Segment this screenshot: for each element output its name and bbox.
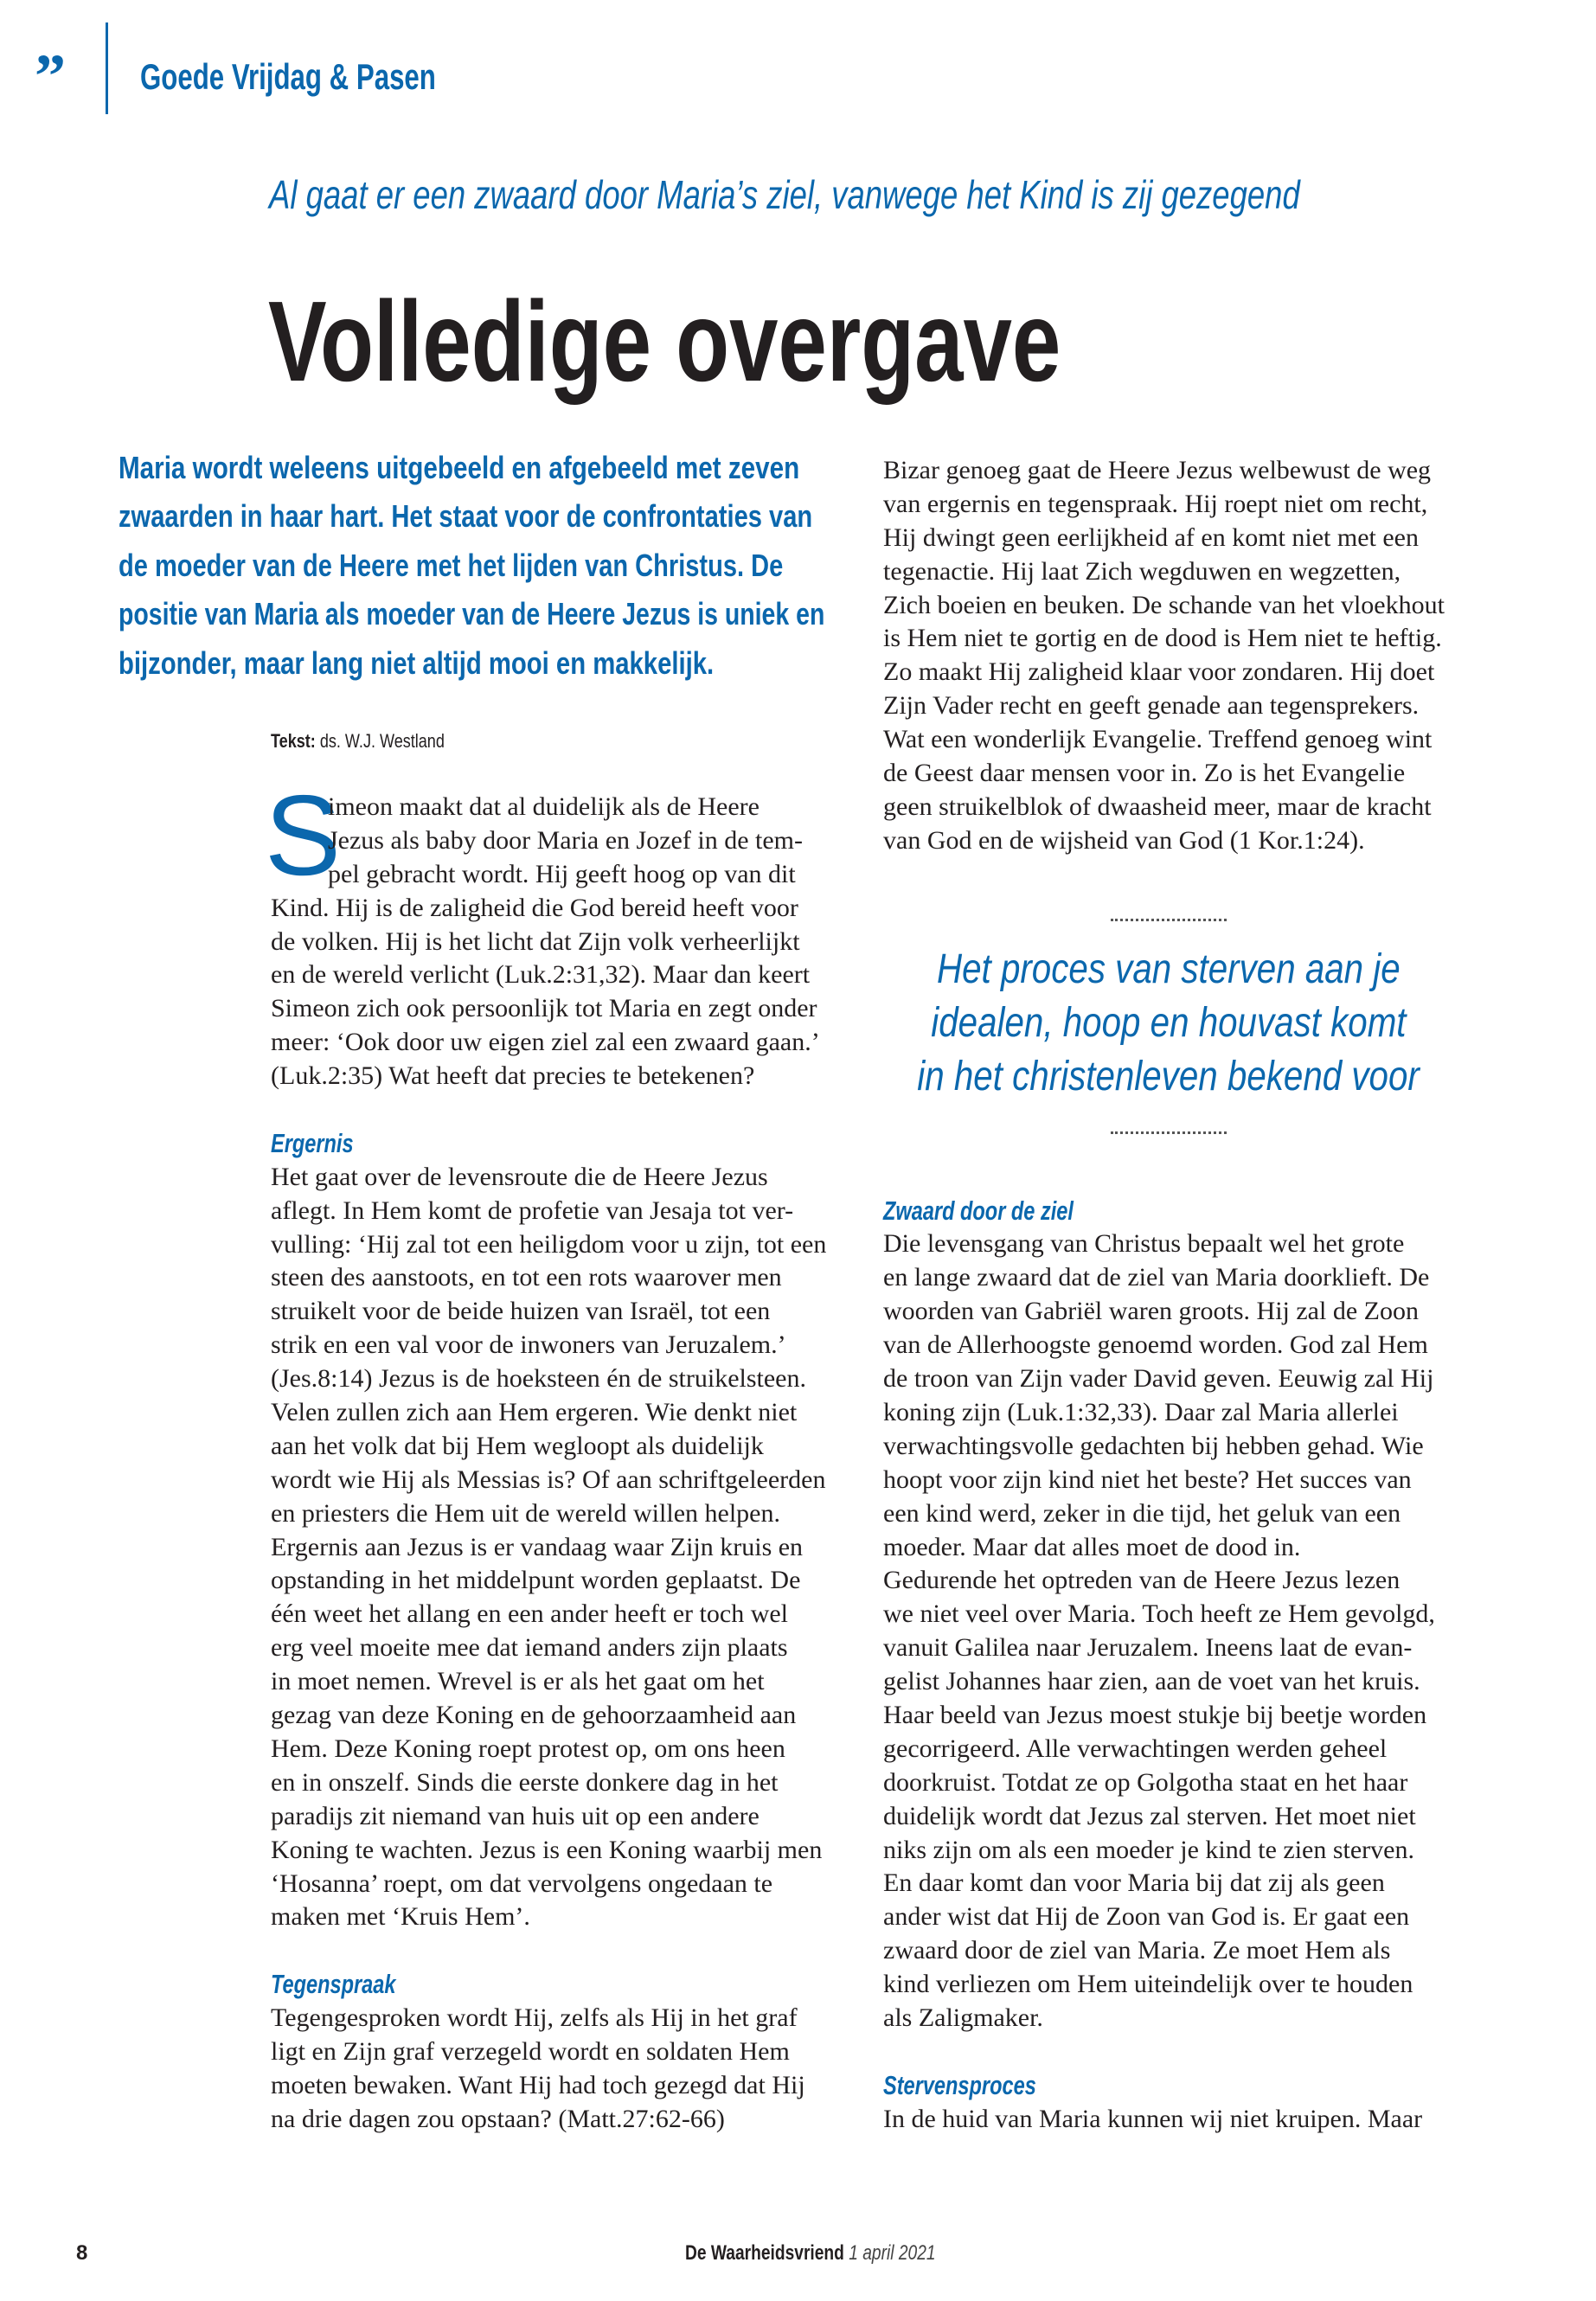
body-text-line: gezag van deze Koning en de gehoorzaamheid aan — [271, 1701, 797, 1730]
section-heading-text: Stervensproces — [883, 2069, 1036, 2100]
body-text-line: Hem. Deze Koning roept protest op, om ons heen — [271, 1734, 785, 1763]
spacer — [883, 1161, 1463, 1195]
section-title-text: Goede Vrijdag & Pasen — [140, 56, 436, 97]
pull-quote-line: idealen, hoop en houvast komt — [931, 1000, 1407, 1046]
body-text-line: Zich boeien en beuken. De schande van het vloekhout — [883, 590, 1445, 619]
body-text-line: zwaard door de ziel van Maria. Ze moet Hem als — [883, 1936, 1391, 1965]
intro-line — [119, 644, 714, 683]
body-text-line: aan het volk dat bij Hem wegloopt als duidelijk — [271, 1431, 764, 1460]
byline-author: ds. W.J. Westland — [319, 730, 445, 752]
body-text-line: doorkruist. Totdat ze op Golgotha staat en het haar — [883, 1767, 1408, 1797]
publication-date: 1 april 2021 — [849, 2241, 936, 2265]
body-text-line: Koning te wachten. Jezus is een Koning waarbij men — [271, 1835, 823, 1864]
body-text-line: een kind werd, zeker in die tijd, het geluk van een — [883, 1498, 1401, 1528]
body-text-line: de troon van Zijn vader David geven. Eeuwig zal Hij — [883, 1364, 1434, 1394]
spacer — [883, 858, 1463, 892]
body-text-line: Simeon zich ook persoonlijk tot Maria en zegt onder — [271, 994, 817, 1023]
body-text-line: Zijn Vader recht en geeft genade aan tegensprekers. — [883, 691, 1420, 721]
body-text-line: wordt wie Hij als Messias is? Of aan schriftgeleerden — [271, 1465, 826, 1494]
body-text-line: en de wereld verlicht (Luk.2:31,32). Maar dan keert — [271, 960, 811, 990]
intro-line — [119, 449, 799, 487]
pull-quote-line: Het proces van sterven aan je — [937, 946, 1401, 992]
byline — [271, 729, 483, 753]
intro-line — [119, 595, 824, 633]
footer-publication — [685, 2240, 998, 2266]
body-text-line: na drie dagen zou opstaan? (Matt.27:62-66) — [271, 2104, 725, 2133]
body-text-line: verwachtingsvolle gedachten bij hebben gehad. Wie — [883, 1431, 1424, 1460]
body-text-line: koning zijn (Luk.1:32,33). Daar zal Maria allerlei — [883, 1397, 1399, 1426]
publication-name: De Waarheidsvriend — [685, 2241, 844, 2265]
intro-line-text: zwaarden in haar hart. Het staat voor de confrontaties van — [119, 498, 813, 534]
body-text-line: gelist Johannes haar zien, aan de voet van het kruis. — [883, 1667, 1420, 1696]
body-text-line: (Luk.2:35) Wat heeft dat precies te betekenen? — [271, 1061, 755, 1091]
pull-quote-top-divider — [1111, 919, 1227, 921]
pull-quote-bottom-divider — [1111, 1131, 1227, 1134]
intro-line — [119, 547, 783, 585]
body-text-line: Het gaat over de levensroute die de Heere Jezus — [271, 1162, 768, 1191]
body-text-line: aflegt. In Hem komt de profetie van Jesaja tot ver- — [271, 1195, 794, 1225]
body-text-line: paradijs zit niemand van huis uit op een andere — [271, 1801, 760, 1830]
intro-line-text: Maria wordt weleens uitgebeeld en afgebeeld met zeven — [119, 450, 800, 485]
body-text-line: Ergernis aan Jezus is er vandaag waar Zijn kruis en — [271, 1532, 804, 1561]
body-text-line: en lange zwaard dat de ziel van Maria doorklieft. De — [883, 1263, 1430, 1292]
pull-quote-line: in het christenleven bekend voor — [917, 1054, 1420, 1099]
closing-quote-icon: ” — [35, 42, 66, 111]
body-text-line: En daar komt dan voor Maria bij dat zij als geen — [883, 1868, 1385, 1898]
intro-line-text: positie van Maria als moeder van de Heere Jezus is uniek en — [119, 596, 825, 631]
section-heading-text: Zwaard door de ziel — [883, 1195, 1074, 1226]
body-text-line: Gedurende het optreden van de Heere Jezus lezen — [883, 1566, 1401, 1595]
body-text-line: duidelijk wordt dat Jezus zal sterven. Het moet niet — [883, 1801, 1416, 1830]
body-text-line: steen des aanstoots, en tot een rots waarover men — [271, 1263, 782, 1292]
body-text-line: de Geest daar mensen voor in. Zo is het Evangelie — [883, 759, 1406, 788]
body-text-line: ligt en Zijn graf verzegeld wordt en soldaten Hem — [271, 2036, 790, 2066]
section-heading-text: Tegenspraak — [271, 1969, 396, 2000]
body-text-line: één weet het allang en een ander heeft er toch wel — [271, 1599, 789, 1629]
body-text-line: In de huid van Maria kunnen wij niet kruipen. Maar — [883, 2104, 1423, 2133]
body-text-line: opstanding in het middelpunt worden geplaatst. De — [271, 1566, 801, 1595]
article-title — [268, 277, 1061, 407]
body-text-line: niks zijn om als een moeder je kind te zien sterven. — [883, 1835, 1414, 1864]
body-text-line: woorden van Gabriël waren groots. Hij zal de Zoon — [883, 1297, 1419, 1326]
intro-line-text: de moeder van de Heere met het lijden van Christus. De — [119, 548, 784, 583]
body-text-line: strik en een val voor de inwoners van Jeruzalem.’ — [271, 1330, 786, 1360]
body-text-line: is Hem niet te gortig en de dood is Hem niet te heftig. — [883, 624, 1442, 653]
body-text-line: tegenactie. Hij laat Zich wegduwen en wegzetten, — [883, 556, 1401, 586]
intro-line — [119, 497, 812, 535]
body-text-line: vulling: ‘Hij zal tot een heiligdom voor u zijn, tot een — [271, 1229, 827, 1259]
body-text-line: we niet veel over Maria. Toch heeft ze Hem gevolgd, — [883, 1599, 1435, 1629]
body-text-line: de volken. Hij is het licht dat Zijn volk verheerlijkt — [271, 926, 800, 956]
body-text-line: (Jes.8:14) Jezus is de hoeksteen én de struikelsteen. — [271, 1364, 806, 1394]
byline-label: Tekst: — [271, 730, 316, 752]
section-heading — [271, 1127, 850, 1161]
body-text-line: van de Allerhoogste genoemd worden. God zal Hem — [883, 1330, 1428, 1360]
article-subtitle-text: Al gaat er een zwaard door Maria’s ziel, vanwege het Kind is zij gezegend — [269, 172, 1300, 217]
body-text-line: ‘Hosanna’ roept, om dat vervolgens ongedaan te — [271, 1868, 773, 1898]
section-title — [140, 57, 436, 97]
drop-cap: S — [265, 772, 342, 899]
section-heading-text: Ergernis — [271, 1127, 354, 1158]
body-text-line: als Zaligmaker. — [883, 2003, 1043, 2032]
pull-quote — [866, 943, 1471, 1104]
article-title-text: Volledige overgave — [268, 278, 1061, 405]
body-text-line: geen struikelblok of dwaasheid meer, maar de kracht — [883, 792, 1432, 821]
body-text-line: Die levensgang van Christus bepaalt wel het grote — [883, 1229, 1405, 1259]
body-text-line: Zo maakt Hij zaligheid klaar voor zondaren. Hij doet — [883, 657, 1435, 687]
body-text-line: Jezus als baby door Maria en Jozef in de tem- — [328, 825, 803, 855]
body-text-line: moeder. Maar dat alles moet de dood in. — [883, 1532, 1301, 1561]
body-text-line: Bizar genoeg gaat de Heere Jezus welbewust de weg — [883, 456, 1432, 484]
spacer — [883, 2035, 1463, 2069]
body-text-line: van ergernis en tegenspraak. Hij roept niet om recht, — [883, 489, 1428, 518]
body-text-line: imeon maakt dat al duidelijk als de Heere — [328, 792, 760, 821]
body-text-line: Velen zullen zich aan Hem ergeren. Wie denkt niet — [271, 1398, 798, 1427]
body-text-line: moeten bewaken. Want Hij had toch gezegd dat Hij — [271, 2070, 805, 2099]
body-text-line: Kind. Hij is de zaligheid die God bereid heeft voor — [271, 893, 798, 922]
body-text-line: en in onszelf. Sinds die eerste donkere dag in het — [271, 1767, 779, 1797]
body-text-line: meer: ‘Ook door uw eigen ziel zal een zwaard gaan.’ — [271, 1028, 820, 1057]
article-subtitle — [269, 171, 1300, 218]
spacer — [271, 1934, 850, 1968]
intro-line-text: bijzonder, maar lang niet altijd mooi en makkelijk. — [119, 645, 715, 681]
body-text-line: struikelt voor de beide huizen van Israël, tot een — [271, 1297, 771, 1326]
body-text-line: maken met ‘Kruis Hem’. — [271, 1902, 530, 1932]
spacer — [271, 1093, 850, 1127]
section-heading — [883, 2069, 1463, 2103]
body-text-line: kind verliezen om Hem uiteindelijk over te houden — [883, 1970, 1413, 1999]
left-column — [271, 791, 850, 2137]
body-text-line: vanuit Galilea naar Jeruzalem. Ineens laat de evan- — [883, 1633, 1413, 1663]
body-text-line: van God en de wijsheid van God (1 Kor.1:24). — [883, 825, 1365, 855]
body-text-line: gecorrigeerd. Alle verwachtingen werden geheel — [883, 1734, 1388, 1763]
body-text-line: erg veel moeite mee dat iemand anders zijn plaats — [271, 1633, 788, 1663]
body-text-line: Wat een wonderlijk Evangelie. Treffend genoeg wint — [883, 725, 1433, 754]
body-text-line: ander wist dat Hij de Zoon van God is. Er gaat een — [883, 1902, 1410, 1932]
body-text-line: Hij dwingt geen eerlijkheid af en komt niet met een — [883, 522, 1419, 552]
body-text-line: Tegengesproken wordt Hij, zelfs als Hij in het graf — [271, 2003, 798, 2033]
body-text-line: en priesters die Hem uit de wereld willen helpen. — [271, 1498, 780, 1528]
body-text-line: pel gebracht wordt. Hij geeft hoog op van dit — [328, 859, 796, 888]
right-column — [883, 454, 1463, 2137]
body-text-line: in moet nemen. Wrevel is er als het gaat om het — [271, 1667, 765, 1696]
body-text-line: Haar beeld van Jezus moest stukje bij beetje worden — [883, 1700, 1427, 1729]
header-divider — [106, 22, 108, 114]
body-text-line: hoopt voor zijn kind niet het beste? Het succes van — [883, 1465, 1412, 1494]
section-heading — [271, 1968, 850, 2002]
page-number: 8 — [76, 2241, 88, 2265]
section-heading — [883, 1195, 1463, 1228]
